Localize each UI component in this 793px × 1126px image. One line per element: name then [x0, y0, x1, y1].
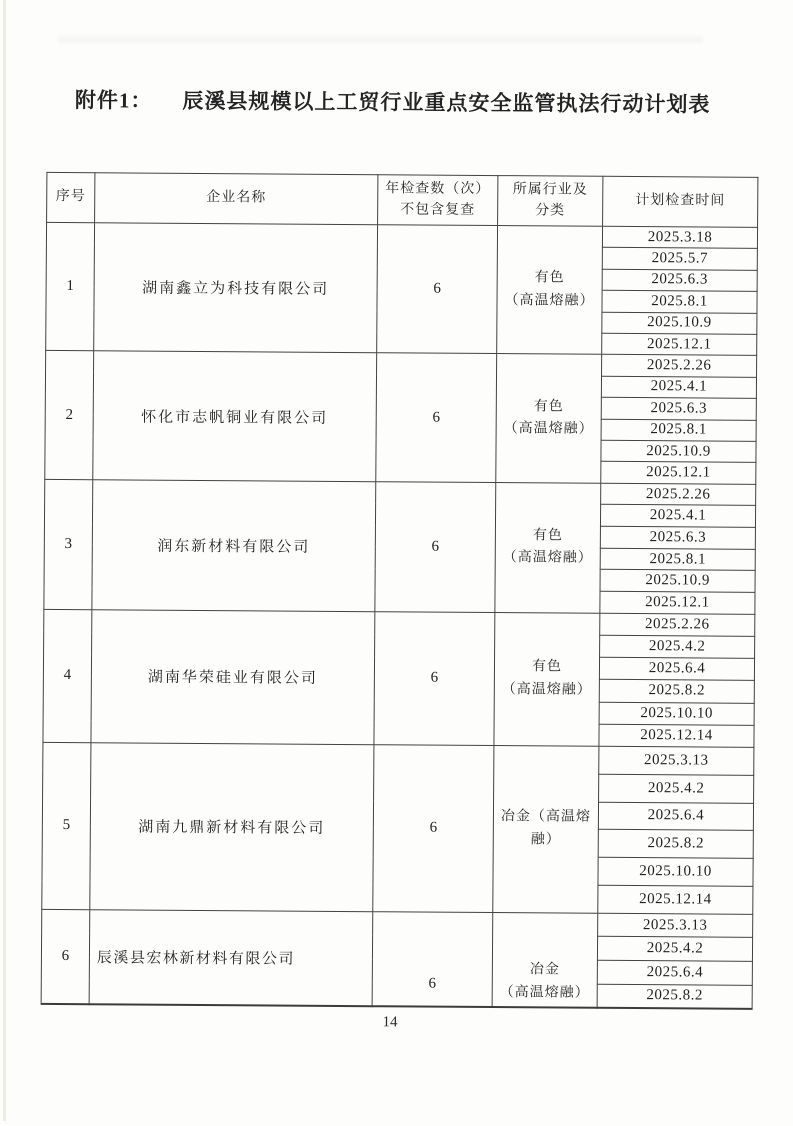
- planned-date-cell: 2025.10.9: [600, 570, 755, 593]
- planned-date-cell: 2025.3.13: [599, 746, 754, 775]
- scan-smudge-artifact: [58, 36, 703, 43]
- col-header-schedule: 计划检查时间: [603, 176, 758, 227]
- planned-date-cell: 2025.12.1: [602, 333, 757, 355]
- company-name-cell: 湖南华荣硅业有限公司: [91, 610, 375, 745]
- company-name-cell: 湖南九鼎新材料有限公司: [90, 743, 374, 912]
- enterprise-row-6-date-1: [42, 909, 753, 938]
- planned-date-cell: 2025.12.1: [600, 591, 755, 614]
- planned-date-cell: 2025.4.2: [600, 635, 755, 658]
- attachment-label: 附件1：: [74, 88, 153, 113]
- seq-cell: 4: [43, 609, 92, 742]
- seq-cell: 2: [45, 351, 94, 480]
- planned-date-cell: 2025.8.2: [599, 680, 754, 703]
- planned-date-cell: 2025.8.2: [598, 830, 753, 859]
- page-title: 辰溪县规模以上工贸行业重点安全监管执法行动计划表: [182, 88, 711, 117]
- industry-cell: 有色 （高温熔融）: [496, 354, 602, 483]
- inspection-count-cell: 6: [375, 481, 496, 612]
- planned-date-cell: 2025.10.10: [598, 857, 753, 886]
- planned-date-cell: 2025.3.18: [602, 226, 757, 248]
- col-header-company: 企业名称: [95, 173, 378, 225]
- col-header-inspections: 年检查数（次） 不包含复查: [378, 175, 498, 226]
- planned-date-cell: 2025.2.26: [600, 613, 755, 636]
- planned-date-cell: 2025.6.3: [601, 397, 756, 419]
- company-name-cell: 怀化市志帆铜业有限公司: [93, 351, 377, 481]
- planned-date-cell: 2025.12.1: [601, 462, 756, 484]
- planned-date-cell: 2025.4.2: [599, 774, 754, 803]
- enterprise-row-3-date-1: [45, 479, 756, 506]
- planned-date-cell: 2025.8.1: [600, 548, 755, 571]
- seq-cell: 6: [41, 909, 90, 1004]
- planned-date-cell: 2025.10.9: [602, 312, 757, 334]
- planned-date-cell: 2025.10.10: [599, 702, 754, 725]
- planned-date-cell: 2025.6.3: [600, 526, 755, 549]
- company-name-cell: 润东新材料有限公司: [92, 479, 376, 611]
- industry-cell: 冶金 （高温熔融）: [492, 912, 598, 1007]
- table-header-row: [47, 172, 758, 227]
- col-header-seq: 序号: [47, 172, 95, 222]
- enterprise-row-4-date-1: [44, 609, 755, 636]
- company-name-cell: 湖南鑫立为科技有限公司: [94, 223, 378, 353]
- planned-date-cell: 2025.4.2: [597, 937, 752, 962]
- planned-date-cell: 2025.6.4: [599, 657, 754, 680]
- company-name-cell: 辰溪县宏林新材料有限公司: [89, 909, 373, 1006]
- planned-date-cell: 2025.5.7: [602, 248, 757, 270]
- planned-date-cell: 2025.6.3: [602, 269, 757, 291]
- seq-cell: 3: [44, 479, 93, 609]
- inspection-count-cell: 6: [372, 911, 493, 1007]
- planned-date-cell: 2025.12.14: [599, 724, 754, 747]
- industry-cell: 有色 （高温熔融）: [495, 482, 601, 613]
- enterprise-row-5-date-1: [43, 742, 754, 775]
- planned-date-cell: 2025.10.9: [601, 440, 756, 462]
- planned-date-cell: 2025.2.26: [602, 355, 757, 377]
- inspection-count-cell: 6: [377, 225, 498, 354]
- seq-cell: 5: [42, 742, 91, 909]
- planned-date-cell: 2025.12.14: [598, 885, 753, 914]
- seq-cell: 1: [46, 222, 95, 351]
- industry-cell: 有色 （高温熔融）: [494, 612, 600, 746]
- document-title: [75, 84, 755, 119]
- inspection-count-cell: 6: [374, 612, 495, 746]
- planned-date-cell: 2025.4.1: [600, 505, 755, 528]
- planned-date-cell: 2025.2.26: [601, 483, 756, 506]
- inspection-count-cell: 6: [373, 745, 494, 913]
- col-header-industry: 所属行业及 分类: [498, 176, 603, 227]
- planned-date-cell: 2025.3.13: [598, 913, 753, 938]
- planned-date-cell: 2025.8.1: [601, 419, 756, 441]
- planned-date-cell: 2025.8.1: [602, 290, 757, 312]
- industry-cell: 有色 （高温熔融）: [497, 226, 603, 355]
- planned-date-cell: 2025.6.4: [597, 960, 752, 985]
- inspection-count-cell: 6: [376, 353, 497, 482]
- page-number: 14: [382, 1014, 398, 1031]
- scan-edge-artifact: [3, 0, 6, 1121]
- enterprise-row-2-date-1: [46, 351, 757, 377]
- planned-date-cell: 2025.4.1: [601, 376, 756, 398]
- inspection-plan-table: [41, 172, 759, 1010]
- planned-date-cell: 2025.8.2: [597, 984, 752, 1009]
- industry-cell: 冶金（高温熔融）: [493, 745, 599, 913]
- planned-date-cell: 2025.6.4: [598, 802, 753, 831]
- enterprise-row-1-date-1: [46, 222, 757, 248]
